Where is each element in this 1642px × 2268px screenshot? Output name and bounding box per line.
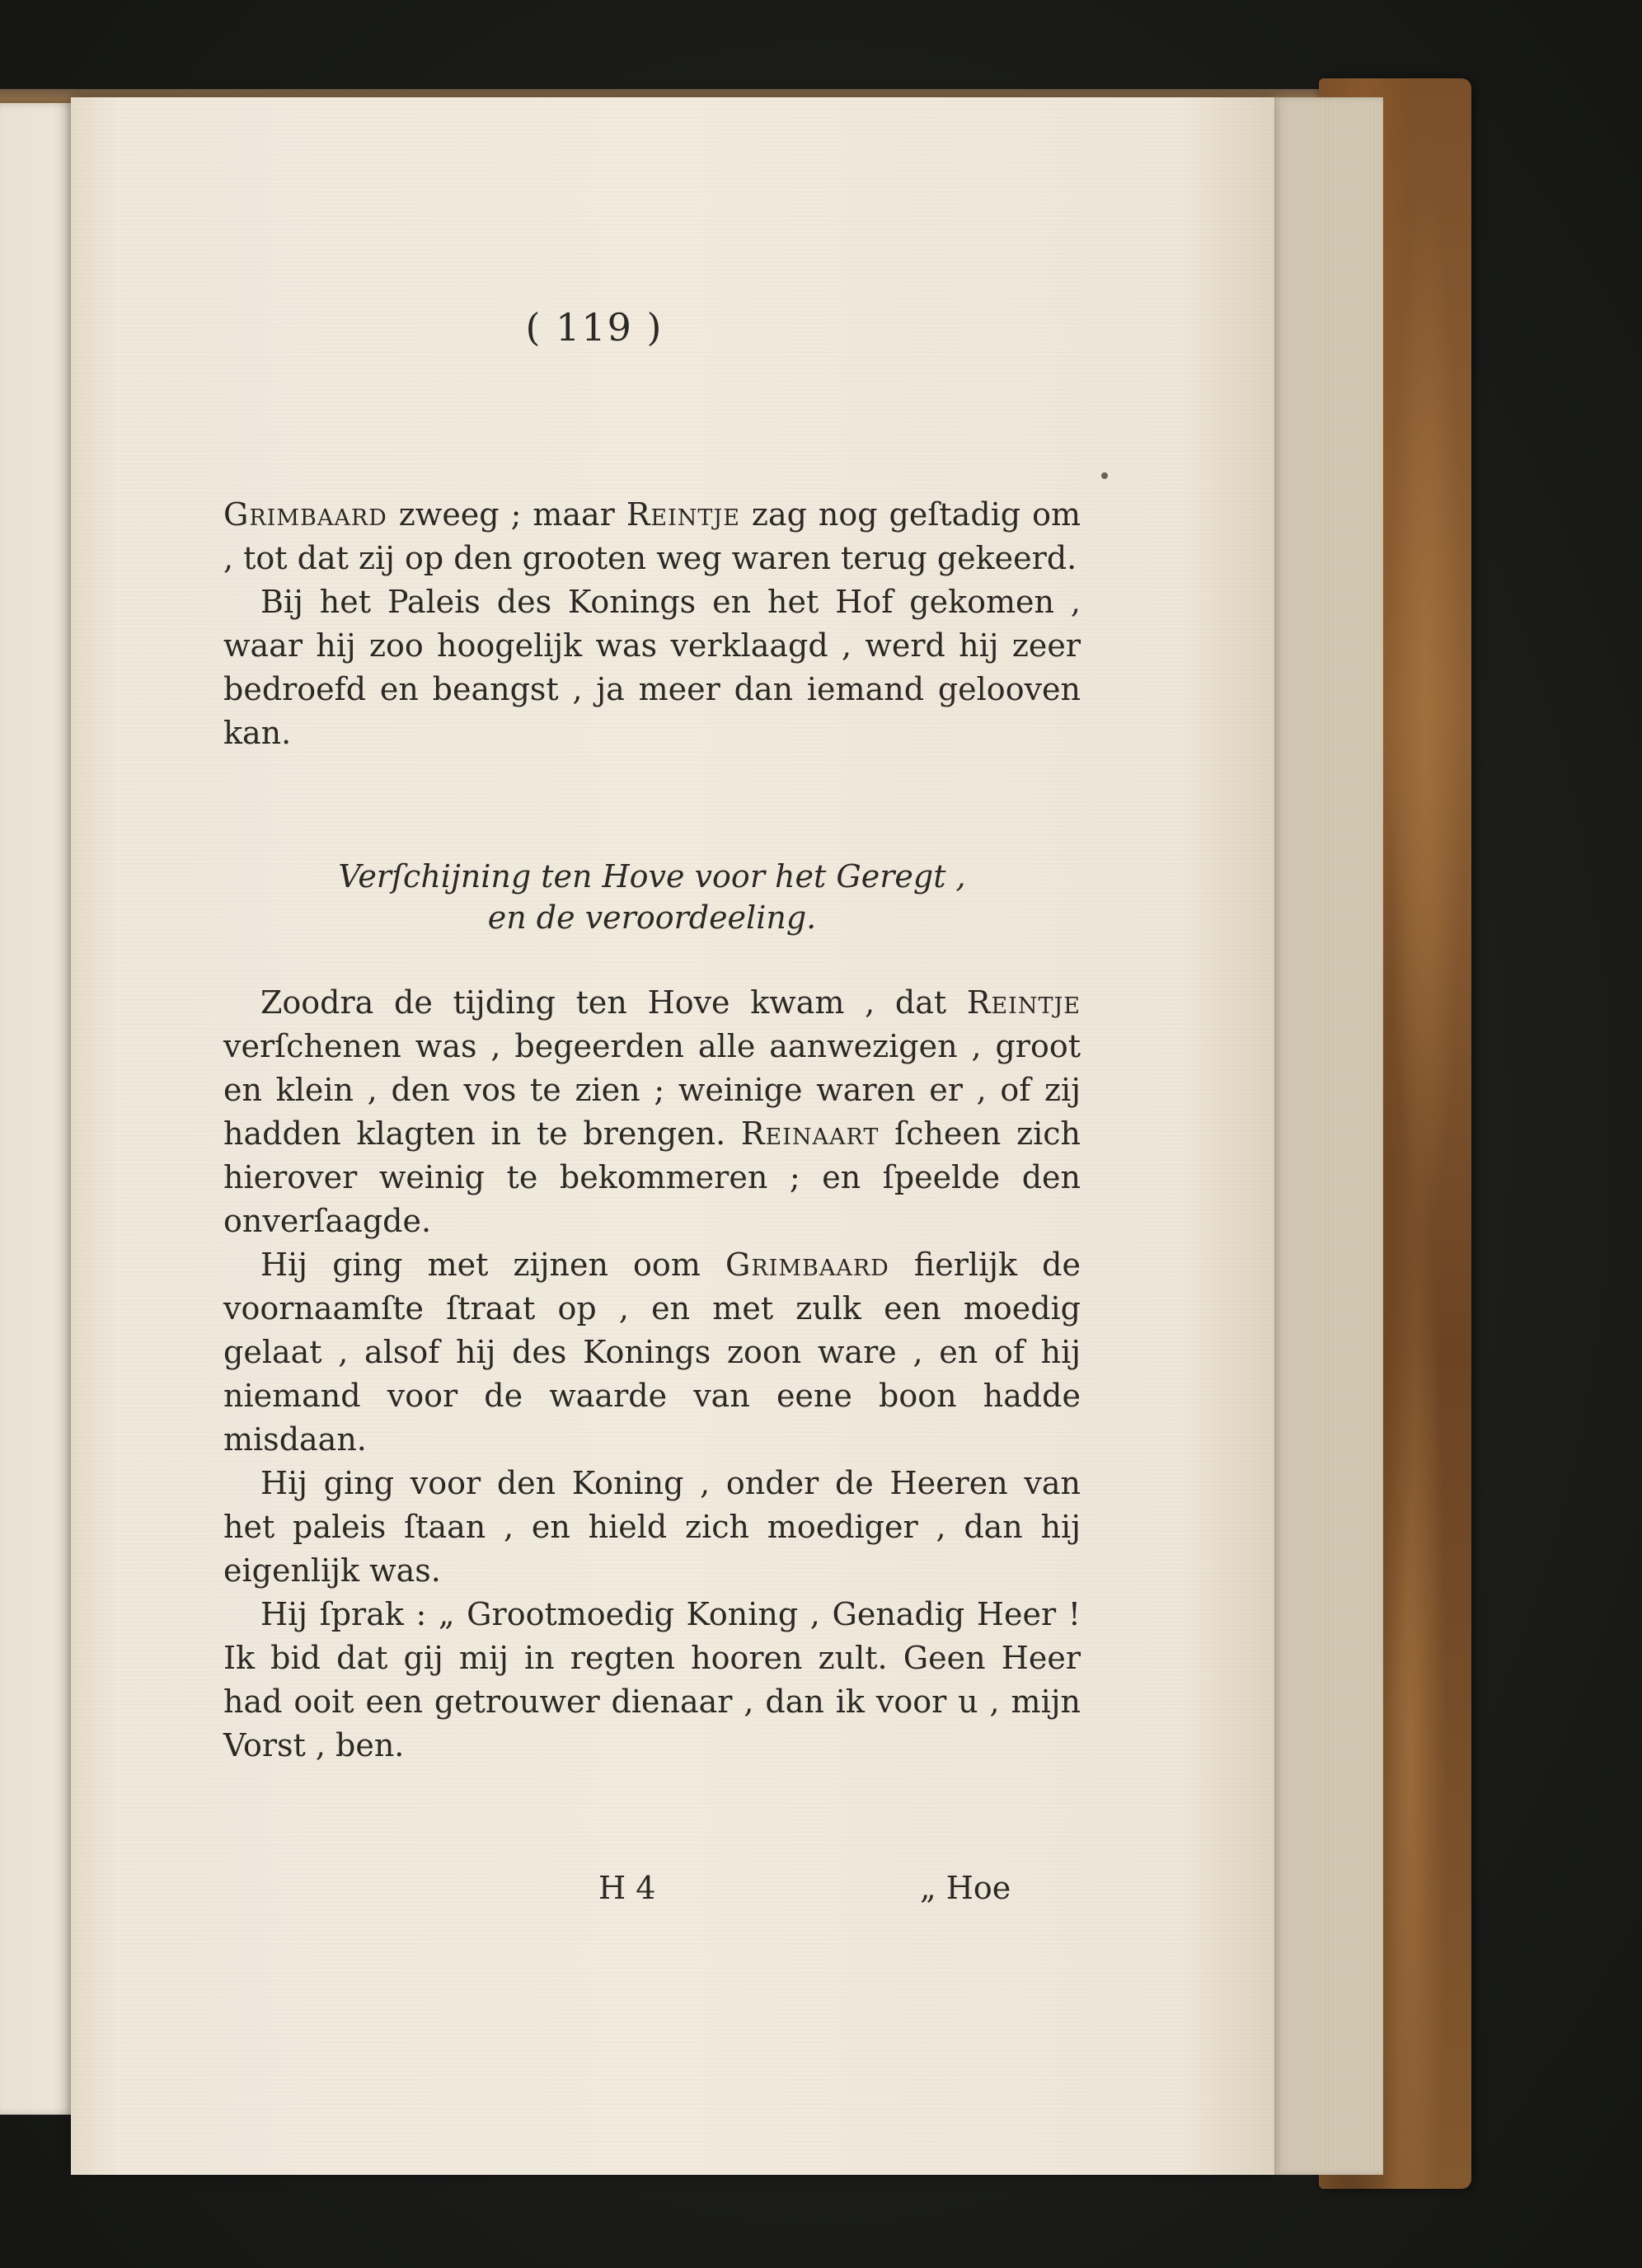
text-run: Hij ſprak : „ Grootmoedig Koning , Genadig Heer ! Ik bid dat gij mij in regten hooren zult. Geen Heer had ooit een getrouwer dienaar , dan ik voor u , mijn Vorst , ben. <box>223 1596 1081 1763</box>
name-small-caps: Reinaart <box>740 1115 880 1152</box>
name-small-caps: Reintje <box>966 984 1081 1021</box>
catchword: „ Hoe <box>920 1870 1011 1906</box>
text-block-bottom <box>223 981 1081 1768</box>
page-number: ( 119 ) <box>525 305 664 350</box>
paper-speck <box>1101 472 1108 479</box>
text-run: Bij het Paleis des Konings en het Hof gekomen , waar hij zoo hoogelijk was verklaagd , werd hij zeer bedroefd en beangst , ja meer dan iemand gelooven kan. <box>223 584 1081 751</box>
paragraph <box>223 1462 1081 1593</box>
paragraph <box>223 580 1081 755</box>
text-run: verſchenen was , begeerden alle aanwezigen , groot en klein , den vos te zien ; weinige waren er , of zij hadden klagten in te brengen. <box>223 1028 1081 1152</box>
text-run: Zoodra de tijding ten Hove kwam , dat <box>260 984 967 1021</box>
text-run: zweeg ; maar <box>387 496 626 533</box>
paragraph <box>223 981 1081 1243</box>
text-run: fierlijk de voornaamſte ſtraat op , en met zulk een moedig gelaat , alsof hij des Konings zoon ware , en of hij niemand voor de waarde van eene boon hadde misdaan. <box>223 1247 1081 1458</box>
heading-line-2: en de veroordeeling. <box>487 899 817 936</box>
name-small-caps: Reintje <box>626 496 740 533</box>
name-small-caps: Grimbaard <box>725 1247 889 1283</box>
section-heading <box>223 856 1081 938</box>
paragraph <box>223 1593 1081 1768</box>
book-page <box>71 97 1274 2175</box>
previous-page-edge <box>0 103 76 2115</box>
text-run: Hij ging met zijnen oom <box>260 1247 725 1283</box>
text-run: Hij ging voor den Koning , onder de Heeren van het paleis ſtaan , en hield zich moediger , dan hij eigenlijk was. <box>223 1465 1081 1589</box>
name-small-caps: Grimbaard <box>223 496 387 533</box>
text-run: zag nog geſtadig om , tot dat zij op den grooten weg waren terug gekeerd. <box>223 496 1081 576</box>
heading-line-1: Verſchijning ten Hove voor het Geregt , <box>338 858 966 895</box>
page-fore-edge <box>1261 97 1383 2175</box>
paragraph <box>223 1243 1081 1462</box>
text-run: ſcheen zich hierover weinig te bekommeren ; en ſpeelde den onverſaagde. <box>223 1115 1081 1239</box>
signature-mark: H 4 <box>598 1870 656 1906</box>
paragraph <box>223 493 1081 580</box>
text-block-top <box>223 493 1081 755</box>
